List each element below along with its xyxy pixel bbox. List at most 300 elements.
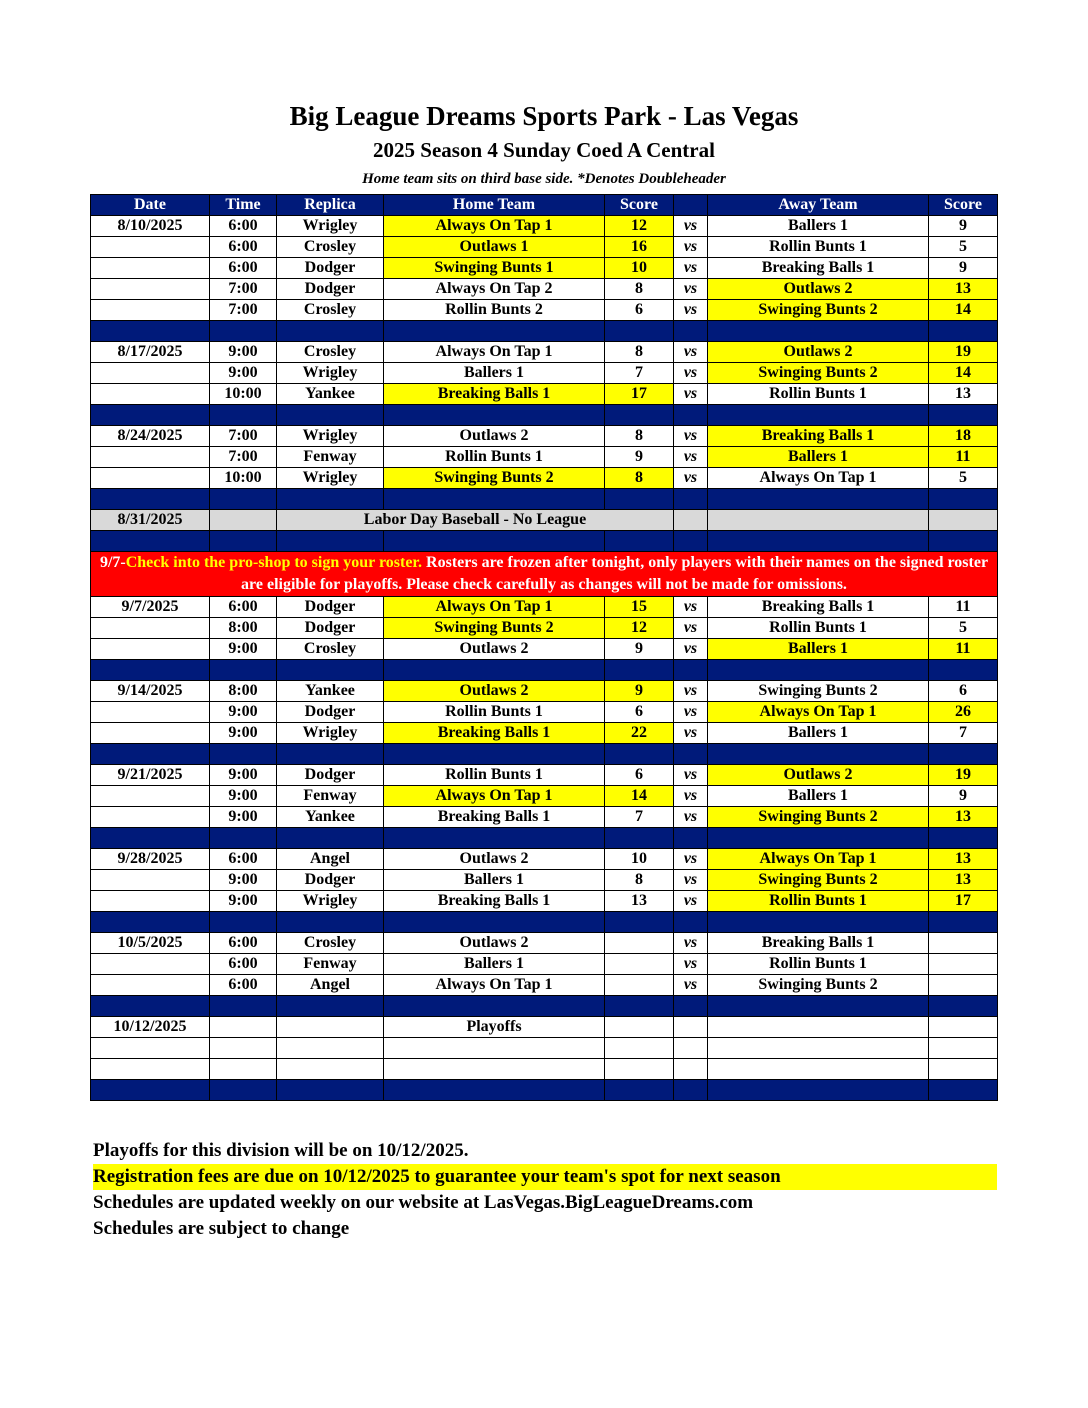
away-score: 13	[929, 807, 998, 828]
separator-cell	[605, 912, 674, 933]
vs-label: vs	[674, 384, 708, 405]
page-subtitle: 2025 Season 4 Sunday Coed A Central	[373, 138, 715, 162]
away-team: Ballers 1	[708, 639, 929, 660]
separator-cell	[929, 996, 998, 1017]
game-field: Fenway	[277, 447, 384, 468]
playoffs-away-score	[929, 1017, 998, 1038]
away-score: 11	[929, 597, 998, 618]
separator-cell	[674, 405, 708, 426]
separator-cell	[708, 405, 929, 426]
home-score: 6	[605, 300, 674, 321]
home-team: Always On Tap 1	[384, 216, 605, 237]
roster-notice-date: 9/7-	[99, 554, 126, 571]
game-date	[91, 891, 210, 912]
playoffs-time	[210, 1017, 277, 1038]
vs-label: vs	[674, 975, 708, 996]
game-field: Wrigley	[277, 723, 384, 744]
playoffs-vs	[674, 1017, 708, 1038]
col-header-time: Time	[210, 195, 277, 216]
game-date: 9/14/2025	[91, 681, 210, 702]
game-field: Wrigley	[277, 216, 384, 237]
home-team: Outlaws 2	[384, 933, 605, 954]
separator-cell	[708, 489, 929, 510]
separator-cell	[91, 828, 210, 849]
home-team: Rollin Bunts 1	[384, 702, 605, 723]
game-field: Wrigley	[277, 891, 384, 912]
game-date	[91, 237, 210, 258]
home-team: Outlaws 2	[384, 849, 605, 870]
vs-label: vs	[674, 237, 708, 258]
game-row	[91, 279, 998, 300]
game-date	[91, 954, 210, 975]
footer-playoffs-note: Playoffs for this division will be on 10/12/2025.	[93, 1140, 469, 1161]
game-date	[91, 363, 210, 384]
away-score: 6	[929, 681, 998, 702]
game-date: 8/24/2025	[91, 426, 210, 447]
game-date: 8/17/2025	[91, 342, 210, 363]
away-team: Breaking Balls 1	[708, 258, 929, 279]
game-time: 6:00	[210, 597, 277, 618]
game-field: Crosley	[277, 237, 384, 258]
game-time: 6:00	[210, 216, 277, 237]
home-team: Always On Tap 1	[384, 597, 605, 618]
game-row	[91, 849, 998, 870]
game-time: 6:00	[210, 258, 277, 279]
empty-cell	[708, 1059, 929, 1080]
vs-label: vs	[674, 891, 708, 912]
separator-cell	[605, 531, 674, 552]
empty-cell	[929, 1059, 998, 1080]
separator-cell	[277, 531, 384, 552]
empty-cell	[210, 1038, 277, 1059]
separator-cell	[384, 912, 605, 933]
game-date	[91, 786, 210, 807]
home-team: Outlaws 1	[384, 237, 605, 258]
separator-cell	[929, 321, 998, 342]
game-row	[91, 786, 998, 807]
week-separator-row	[91, 744, 998, 765]
home-team: Ballers 1	[384, 954, 605, 975]
separator-cell	[277, 828, 384, 849]
game-row	[91, 237, 998, 258]
away-score: 11	[929, 447, 998, 468]
week-separator-row	[91, 405, 998, 426]
empty-cell	[210, 1059, 277, 1080]
game-date	[91, 807, 210, 828]
playoffs-label: Playoffs	[384, 1017, 605, 1038]
separator-cell	[210, 531, 277, 552]
away-team: Ballers 1	[708, 786, 929, 807]
separator-cell	[674, 531, 708, 552]
game-field: Dodger	[277, 258, 384, 279]
week-separator-row	[91, 531, 998, 552]
game-time: 9:00	[210, 786, 277, 807]
separator-cell	[91, 531, 210, 552]
home-score: 9	[605, 681, 674, 702]
home-team: Rollin Bunts 1	[384, 765, 605, 786]
game-time: 9:00	[210, 342, 277, 363]
game-field: Dodger	[277, 870, 384, 891]
roster-notice-row	[91, 552, 998, 597]
vs-label: vs	[674, 786, 708, 807]
holiday-score	[929, 510, 998, 531]
separator-cell	[605, 1080, 674, 1101]
roster-notice-highlight: Check into the pro-shop to sign your roster.	[125, 554, 423, 571]
game-time: 10:00	[210, 384, 277, 405]
home-team: Breaking Balls 1	[384, 891, 605, 912]
separator-cell	[210, 744, 277, 765]
game-row	[91, 384, 998, 405]
playoffs-away	[708, 1017, 929, 1038]
week-separator-row	[91, 660, 998, 681]
separator-cell	[605, 828, 674, 849]
separator-cell	[210, 489, 277, 510]
separator-cell	[929, 405, 998, 426]
schedule-table	[90, 194, 998, 1101]
game-time: 9:00	[210, 891, 277, 912]
away-team: Outlaws 2	[708, 279, 929, 300]
home-score: 8	[605, 279, 674, 300]
separator-cell	[91, 489, 210, 510]
separator-cell	[277, 744, 384, 765]
away-score: 9	[929, 216, 998, 237]
separator-cell	[210, 405, 277, 426]
game-field: Wrigley	[277, 363, 384, 384]
game-row	[91, 468, 998, 489]
game-row	[91, 216, 998, 237]
game-time: 7:00	[210, 447, 277, 468]
away-team: Swinging Bunts 2	[708, 300, 929, 321]
game-date	[91, 975, 210, 996]
game-field: Crosley	[277, 933, 384, 954]
away-team: Rollin Bunts 1	[708, 618, 929, 639]
game-field: Dodger	[277, 618, 384, 639]
game-date	[91, 723, 210, 744]
game-date	[91, 639, 210, 660]
game-row	[91, 300, 998, 321]
game-time: 7:00	[210, 426, 277, 447]
separator-cell	[674, 660, 708, 681]
game-time: 6:00	[210, 954, 277, 975]
separator-cell	[91, 996, 210, 1017]
home-team: Swinging Bunts 2	[384, 618, 605, 639]
home-score: 13	[605, 891, 674, 912]
home-score: 8	[605, 342, 674, 363]
game-row	[91, 891, 998, 912]
away-score: 18	[929, 426, 998, 447]
vs-label: vs	[674, 933, 708, 954]
away-score: 19	[929, 342, 998, 363]
away-score	[929, 954, 998, 975]
playoffs-score	[605, 1017, 674, 1038]
separator-cell	[929, 660, 998, 681]
separator-cell	[384, 489, 605, 510]
separator-cell	[277, 912, 384, 933]
empty-cell	[384, 1038, 605, 1059]
separator-cell	[384, 405, 605, 426]
home-team: Outlaws 2	[384, 426, 605, 447]
away-team: Ballers 1	[708, 447, 929, 468]
game-time: 10:00	[210, 468, 277, 489]
game-field: Fenway	[277, 954, 384, 975]
separator-cell	[708, 660, 929, 681]
home-score: 7	[605, 807, 674, 828]
game-field: Dodger	[277, 702, 384, 723]
separator-cell	[674, 828, 708, 849]
separator-cell	[210, 828, 277, 849]
away-score: 11	[929, 639, 998, 660]
separator-cell	[605, 405, 674, 426]
game-date	[91, 870, 210, 891]
home-score: 6	[605, 702, 674, 723]
away-team: Breaking Balls 1	[708, 933, 929, 954]
away-score: 17	[929, 891, 998, 912]
away-team: Swinging Bunts 2	[708, 363, 929, 384]
game-date	[91, 258, 210, 279]
home-team: Outlaws 2	[384, 681, 605, 702]
home-score: 17	[605, 384, 674, 405]
game-time: 7:00	[210, 300, 277, 321]
away-score: 13	[929, 870, 998, 891]
vs-label: vs	[674, 807, 708, 828]
away-score: 13	[929, 279, 998, 300]
empty-cell	[605, 1059, 674, 1080]
game-field: Angel	[277, 849, 384, 870]
away-team: Breaking Balls 1	[708, 426, 929, 447]
empty-cell	[91, 1059, 210, 1080]
home-team: Always On Tap 1	[384, 975, 605, 996]
away-score: 19	[929, 765, 998, 786]
away-score: 5	[929, 468, 998, 489]
vs-label: vs	[674, 342, 708, 363]
separator-cell	[91, 912, 210, 933]
game-time: 9:00	[210, 870, 277, 891]
away-score: 13	[929, 384, 998, 405]
away-team: Rollin Bunts 1	[708, 384, 929, 405]
separator-cell	[674, 912, 708, 933]
separator-cell	[605, 321, 674, 342]
week-separator-row	[91, 996, 998, 1017]
separator-cell	[708, 321, 929, 342]
game-time: 6:00	[210, 975, 277, 996]
separator-cell	[674, 996, 708, 1017]
game-row	[91, 426, 998, 447]
vs-label: vs	[674, 216, 708, 237]
empty-cell	[91, 1038, 210, 1059]
game-time: 9:00	[210, 765, 277, 786]
vs-label: vs	[674, 426, 708, 447]
home-team-note: Home team sits on third base side. *Denotes Doubleheader	[362, 171, 726, 187]
page-title: Big League Dreams Sports Park - Las Vegas	[289, 101, 799, 131]
separator-cell	[929, 1080, 998, 1101]
separator-cell	[277, 405, 384, 426]
col-header-away-team: Away Team	[708, 195, 929, 216]
home-score: 8	[605, 870, 674, 891]
col-header-away-score: Score	[929, 195, 998, 216]
separator-cell	[210, 996, 277, 1017]
holiday-label: Labor Day Baseball - No League	[277, 510, 674, 531]
separator-cell	[384, 321, 605, 342]
empty-cell	[708, 1038, 929, 1059]
home-score: 10	[605, 258, 674, 279]
separator-cell	[708, 1080, 929, 1101]
separator-cell	[91, 405, 210, 426]
away-team: Outlaws 2	[708, 765, 929, 786]
vs-label: vs	[674, 849, 708, 870]
game-row	[91, 807, 998, 828]
vs-label: vs	[674, 702, 708, 723]
game-time: 8:00	[210, 618, 277, 639]
game-row	[91, 681, 998, 702]
game-row	[91, 597, 998, 618]
vs-label: vs	[674, 723, 708, 744]
home-score: 22	[605, 723, 674, 744]
game-row	[91, 363, 998, 384]
home-team: Swinging Bunts 2	[384, 468, 605, 489]
game-time: 9:00	[210, 807, 277, 828]
game-field: Crosley	[277, 342, 384, 363]
vs-label: vs	[674, 618, 708, 639]
game-row	[91, 765, 998, 786]
separator-cell	[277, 321, 384, 342]
game-field: Yankee	[277, 384, 384, 405]
game-row	[91, 447, 998, 468]
table-header-row	[91, 195, 998, 216]
separator-cell	[384, 744, 605, 765]
separator-cell	[605, 489, 674, 510]
away-score	[929, 975, 998, 996]
separator-cell	[210, 660, 277, 681]
home-score: 6	[605, 765, 674, 786]
home-score: 12	[605, 216, 674, 237]
empty-row	[91, 1038, 998, 1059]
game-field: Fenway	[277, 786, 384, 807]
empty-cell	[605, 1038, 674, 1059]
game-row	[91, 639, 998, 660]
week-separator-row	[91, 912, 998, 933]
home-score	[605, 933, 674, 954]
away-team: Swinging Bunts 2	[708, 975, 929, 996]
vs-label: vs	[674, 639, 708, 660]
empty-cell	[384, 1059, 605, 1080]
separator-cell	[708, 744, 929, 765]
home-score: 12	[605, 618, 674, 639]
footer-website-note: Schedules are updated weekly on our website at LasVegas.BigLeagueDreams.com	[93, 1192, 754, 1213]
away-score: 5	[929, 618, 998, 639]
home-team: Always On Tap 1	[384, 786, 605, 807]
separator-cell	[91, 744, 210, 765]
separator-cell	[384, 828, 605, 849]
separator-cell	[674, 744, 708, 765]
away-team: Breaking Balls 1	[708, 597, 929, 618]
away-score: 5	[929, 237, 998, 258]
separator-cell	[277, 660, 384, 681]
home-team: Swinging Bunts 1	[384, 258, 605, 279]
holiday-time	[210, 510, 277, 531]
vs-label: vs	[674, 300, 708, 321]
col-header-vs	[674, 195, 708, 216]
game-row	[91, 933, 998, 954]
playoffs-field	[277, 1017, 384, 1038]
game-time: 6:00	[210, 933, 277, 954]
home-score	[605, 954, 674, 975]
game-date	[91, 468, 210, 489]
separator-cell	[277, 1080, 384, 1101]
away-team: Rollin Bunts 1	[708, 891, 929, 912]
game-field: Yankee	[277, 681, 384, 702]
holiday-row	[91, 510, 998, 531]
separator-cell	[277, 996, 384, 1017]
away-score: 9	[929, 786, 998, 807]
separator-cell	[708, 996, 929, 1017]
game-time: 9:00	[210, 702, 277, 723]
holiday-date: 8/31/2025	[91, 510, 210, 531]
separator-cell	[91, 1080, 210, 1101]
separator-cell	[91, 321, 210, 342]
roster-notice-text: Rosters are frozen after tonight, only players with their names on the signed roster are eligible for playoffs. Please check carefully as changes will not be made for omissions.	[241, 554, 989, 593]
empty-cell	[674, 1038, 708, 1059]
separator-cell	[929, 828, 998, 849]
away-score: 13	[929, 849, 998, 870]
game-row	[91, 702, 998, 723]
home-team: Ballers 1	[384, 870, 605, 891]
away-team: Rollin Bunts 1	[708, 954, 929, 975]
away-score	[929, 933, 998, 954]
home-team: Breaking Balls 1	[384, 384, 605, 405]
separator-cell	[210, 321, 277, 342]
game-row	[91, 975, 998, 996]
game-time: 7:00	[210, 279, 277, 300]
away-score: 26	[929, 702, 998, 723]
game-date	[91, 447, 210, 468]
home-team: Rollin Bunts 1	[384, 447, 605, 468]
separator-cell	[929, 489, 998, 510]
home-score: 16	[605, 237, 674, 258]
schedule-body	[91, 216, 998, 1101]
separator-cell	[384, 531, 605, 552]
game-time: 8:00	[210, 681, 277, 702]
empty-cell	[277, 1038, 384, 1059]
game-date: 8/10/2025	[91, 216, 210, 237]
empty-cell	[674, 1059, 708, 1080]
separator-cell	[91, 660, 210, 681]
home-score: 8	[605, 468, 674, 489]
home-score: 8	[605, 426, 674, 447]
home-score: 10	[605, 849, 674, 870]
separator-cell	[384, 660, 605, 681]
week-separator-row	[91, 321, 998, 342]
week-separator-row	[91, 828, 998, 849]
game-time: 6:00	[210, 849, 277, 870]
game-field: Dodger	[277, 765, 384, 786]
vs-label: vs	[674, 279, 708, 300]
vs-label: vs	[674, 363, 708, 384]
home-team: Rollin Bunts 2	[384, 300, 605, 321]
away-team: Swinging Bunts 2	[708, 870, 929, 891]
away-team: Outlaws 2	[708, 342, 929, 363]
game-field: Wrigley	[277, 426, 384, 447]
week-separator-row	[91, 489, 998, 510]
playoffs-date: 10/12/2025	[91, 1017, 210, 1038]
game-time: 9:00	[210, 363, 277, 384]
game-date	[91, 618, 210, 639]
roster-notice	[91, 552, 998, 597]
home-team: Breaking Balls 1	[384, 723, 605, 744]
game-field: Wrigley	[277, 468, 384, 489]
home-score: 9	[605, 447, 674, 468]
footer-notes	[93, 1138, 997, 1242]
home-score: 14	[605, 786, 674, 807]
